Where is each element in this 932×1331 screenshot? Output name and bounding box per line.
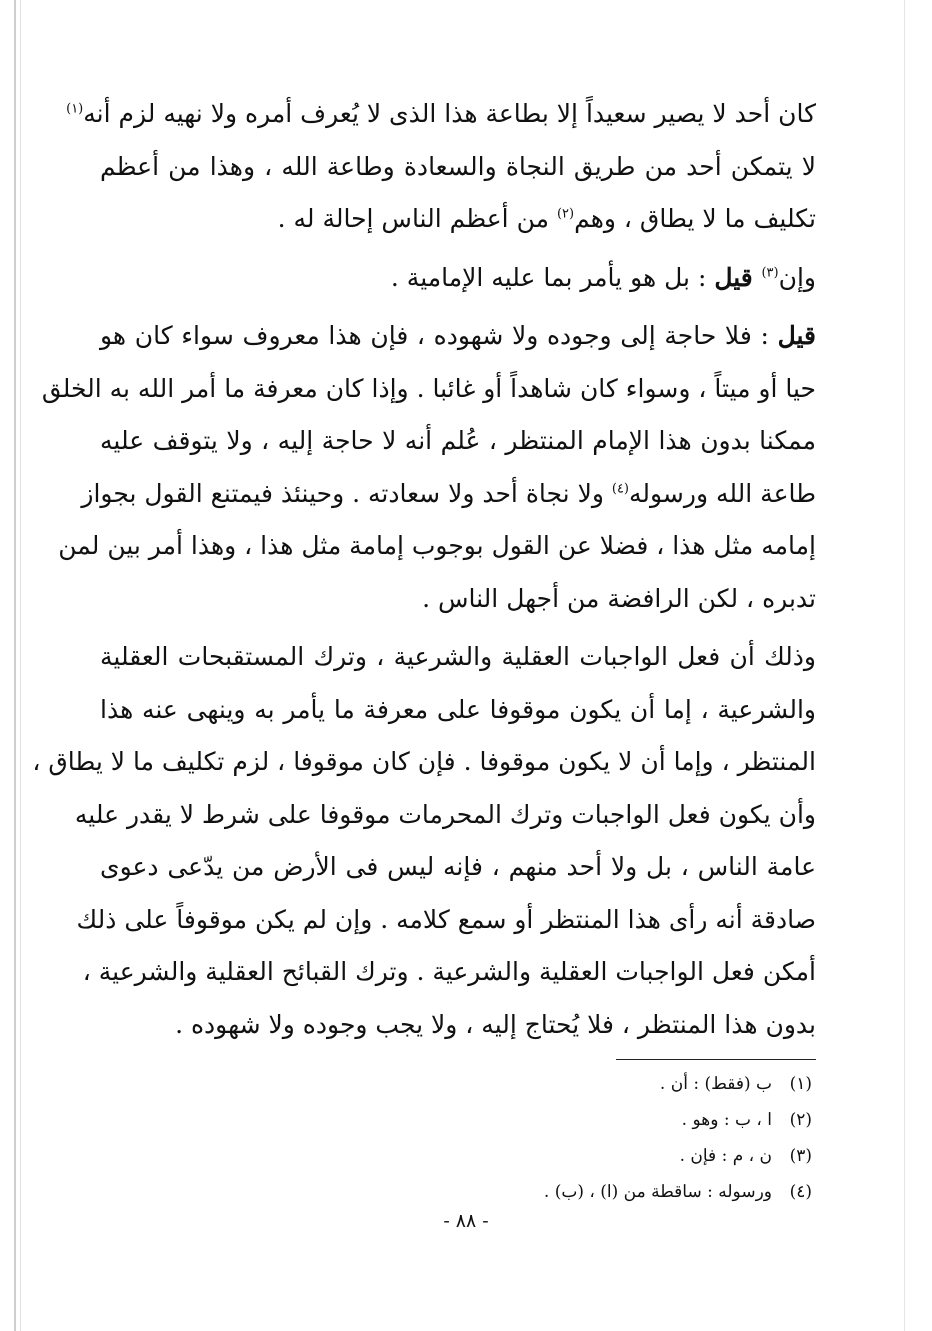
- footnote-text: ا ، ب : وهو .: [681, 1110, 772, 1130]
- text-segment: من أعظم الناس إحالة له .: [277, 204, 557, 233]
- text-segment: المنتظر ، وإما أن لا يكون موقوفا . فإن كان موقوفا ، لزم تكليف ما لا يطاق ،: [32, 747, 816, 776]
- text-segment: حيا أو ميتاً ، وسواء كان شاهداً أو غائبا . وإذا كان معرفة ما أمر الله به الخلق: [41, 373, 816, 403]
- text-segment: وأن يكون فعل الواجبات وترك المحرمات موقوفا على شرط لا يقدر عليه: [74, 799, 816, 829]
- footnote-text: ورسوله : ساقطة من (ا) ، (ب) .: [543, 1182, 772, 1202]
- text-segment: ممكنا بدون هذا الإمام المنتظر ، عُلم أنه لا حاجة إليه ، ولا يتوقف عليه: [100, 426, 816, 455]
- text-line: [81, 468, 816, 521]
- main-text: [32, 88, 816, 1051]
- bold-keyword: قيل: [777, 321, 816, 350]
- text-segment: لا يتمكن أحد من طريق النجاة والسعادة وطاعة الله ، وهذا من أعظم: [100, 151, 816, 181]
- text-segment: طاعة الله ورسوله: [629, 478, 816, 508]
- text-line: [100, 841, 816, 894]
- footnote-number: (١): [789, 1074, 812, 1094]
- text-line: [100, 631, 816, 684]
- footnote: [100, 1066, 816, 1102]
- footnote-text: ب (فقط) : أن .: [659, 1074, 772, 1094]
- text-line: [100, 252, 816, 305]
- text-line: [100, 999, 816, 1052]
- text-line: [100, 141, 816, 194]
- text-segment: عامة الناس ، بل ولا أحد منهم ، فإنه ليس فى الأرض من يدّعى دعوى: [100, 852, 816, 881]
- scan-edge-mark: [904, 0, 905, 1331]
- text-line: [100, 310, 816, 363]
- text-segment: تكليف ما لا يطاق ، وهم: [574, 204, 816, 233]
- text-line: [100, 573, 816, 626]
- scan-edge-mark: [14, 0, 16, 1331]
- text-line: [100, 684, 816, 737]
- text-line: [66, 88, 816, 141]
- footnote-text: ن ، م : فإن .: [679, 1146, 772, 1166]
- text-segment: وذلك أن فعل الواجبات العقلية والشرعية ، وترك المستقبحات العقلية: [100, 642, 816, 671]
- text-segment: صادقة أنه رأى هذا المنتظر أو سمع كلامه . وإن لم يكن موقوفاً على ذلك: [76, 904, 816, 934]
- footnote-separator: [616, 1059, 816, 1060]
- text-line: [58, 520, 816, 573]
- footnote: [100, 1102, 816, 1138]
- footnotes: [100, 1066, 816, 1210]
- text-segment: : فلا حاجة إلى وجوده ولا شهوده ، فإن هذا معروف سواء كان هو: [100, 321, 778, 350]
- text-line: [74, 789, 816, 842]
- text-segment: كان أحد لا يصير سعيداً إلا بطاعة هذا الذى لا يُعرف أمره ولا نهيه لزم أنه: [83, 99, 816, 128]
- text-segment: : بل هو يأمر بما عليه الإمامية .: [390, 262, 715, 292]
- text-line: [100, 415, 816, 468]
- page-number: - ٨٨ -: [443, 1210, 489, 1232]
- text-segment: ولا نجاة أحد ولا سعادته . وحينئذ فيمتنع القول بجواز: [81, 478, 612, 508]
- text-segment: إمامه مثل هذا ، فضلا عن القول بوجوب إمامة مثل هذا ، وهذا أمر بين لمن: [58, 531, 816, 560]
- footnote-reference: (١): [66, 101, 84, 117]
- footnote-number: (٣): [789, 1146, 812, 1166]
- scan-edge-mark: [20, 0, 21, 1331]
- text-line: [100, 193, 816, 246]
- text-segment: أمكن فعل الواجبات العقلية والشرعية . وترك القبائح العقلية والشرعية ،: [82, 957, 816, 986]
- text-line: [32, 736, 816, 789]
- text-segment: والشرعية ، إما أن يكون موقوفا على معرفة ما يأمر به وينهى عنه هذا: [100, 694, 816, 724]
- text-segment: وإن: [778, 262, 816, 292]
- footnote-reference: (٣): [761, 265, 779, 281]
- text-line: [76, 894, 816, 947]
- footnote: [100, 1138, 816, 1174]
- text-segment: تدبره ، لكن الرافضة من أجهل الناس .: [422, 583, 816, 613]
- footnote-reference: (٤): [611, 481, 629, 497]
- text-segment: بدون هذا المنتظر ، فلا يُحتاج إليه ، ولا يجب وجوده ولا شهوده .: [175, 1009, 816, 1039]
- footnote-reference: (٢): [556, 206, 575, 222]
- bold-keyword: قيل: [714, 262, 762, 292]
- page-body: [32, 88, 816, 1210]
- footnote-number: (٢): [789, 1110, 812, 1130]
- footnote-number: (٤): [789, 1182, 812, 1202]
- footnote: [100, 1174, 816, 1210]
- text-line: [41, 363, 816, 416]
- text-line: [82, 946, 816, 999]
